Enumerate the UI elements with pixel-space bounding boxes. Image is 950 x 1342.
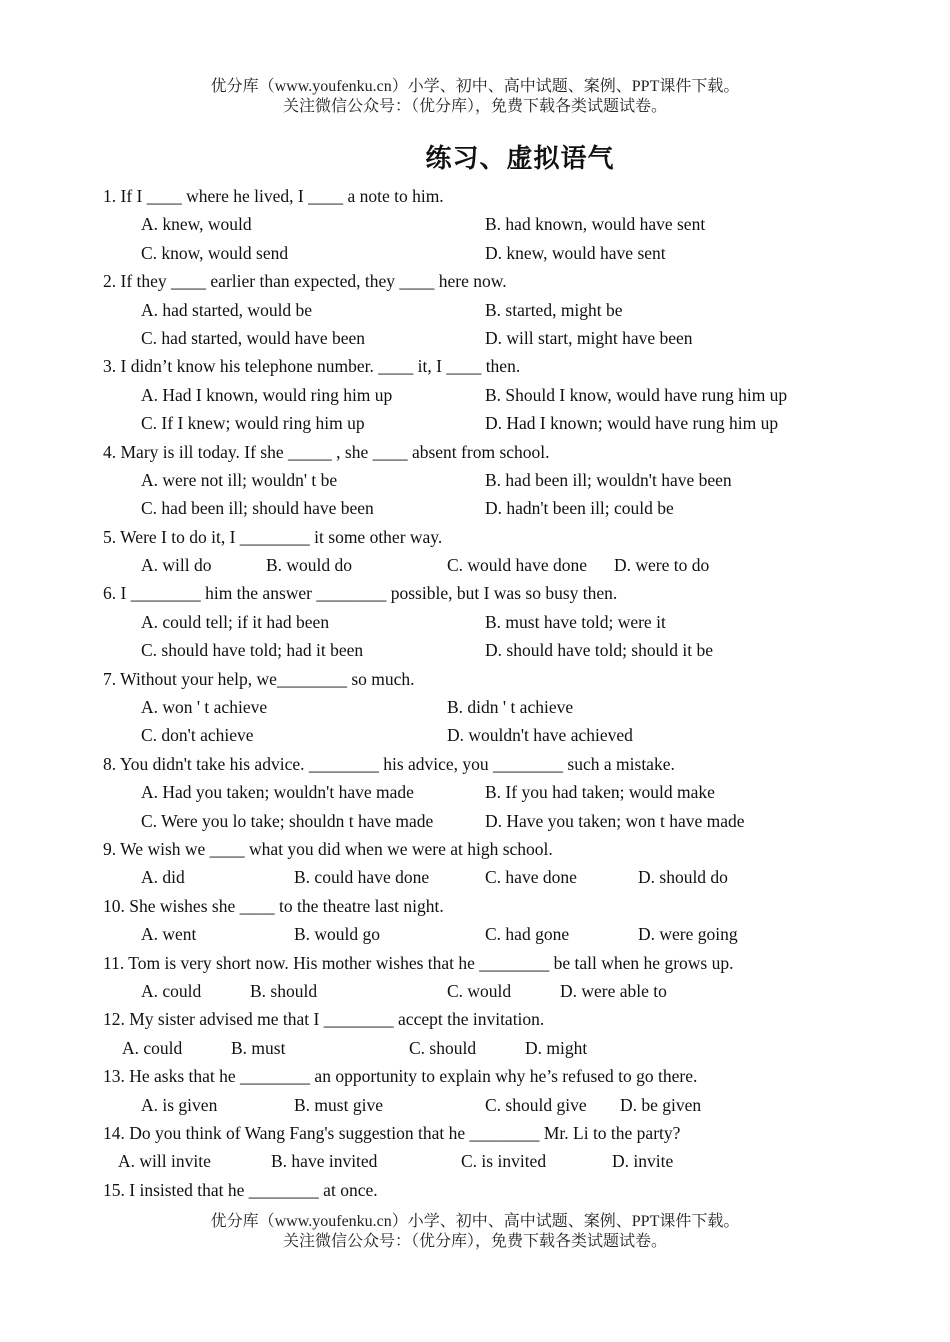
answer-option: B. started, might be <box>485 299 623 320</box>
answer-option: A. were not ill; wouldn' t be <box>141 469 338 490</box>
question-stem: 1. If I ____ where he lived, I ____ a note to him. <box>103 186 444 206</box>
answer-option: A. Had I known, would ring him up <box>141 384 393 405</box>
question-stem: 13. He asks that he ________ an opportunity to explain why he’s refused to go there. <box>103 1066 698 1087</box>
answer-option: B. must give <box>294 1094 383 1115</box>
answer-option: C. had started, would have been <box>141 327 366 348</box>
option-row <box>103 920 863 948</box>
answer-option: D. should do <box>638 867 728 888</box>
answer-option: C. would <box>447 980 512 1001</box>
answer-option: A. did <box>141 867 185 888</box>
answer-option: D. were to do <box>614 555 710 576</box>
answer-option: C. have done <box>485 867 577 888</box>
question-stem: 15. I insisted that he ________ at once. <box>103 1179 378 1200</box>
answer-option: A. won ' t achieve <box>141 697 268 718</box>
answer-option: C. If I knew; would ring him up <box>141 413 365 434</box>
option-row <box>103 863 863 891</box>
answer-option: A. had started, would be <box>141 299 313 320</box>
option-row <box>103 807 863 835</box>
option-row <box>103 1147 863 1175</box>
question-stem: 8. You didn't take his advice. ________ his advice, you ________ such a mistake. <box>103 753 675 774</box>
option-row <box>103 636 863 664</box>
answer-option: B. would do <box>266 555 353 576</box>
answer-option: A. will invite <box>118 1151 211 1172</box>
answer-option: A. will do <box>141 555 212 576</box>
page-title: 练习、虚拟语气 <box>425 144 615 174</box>
answer-option: C. would have done <box>447 555 587 576</box>
answer-option: D. might <box>525 1037 588 1058</box>
answer-option: C. should <box>409 1037 477 1058</box>
footer-line-2: 关注微信公众号：（优分库），免费下载各类试题试卷。 <box>282 1233 667 1250</box>
answer-option: A. Had you taken; wouldn't have made <box>141 782 414 803</box>
option-row <box>103 296 863 324</box>
answer-option: D. knew, would have sent <box>485 242 666 263</box>
answer-option: C. should have told; had it been <box>141 640 364 661</box>
answer-option: A. could <box>122 1037 183 1058</box>
answer-option: C. had gone <box>485 924 570 945</box>
option-row <box>103 466 863 494</box>
question-stem: 14. Do you think of Wang Fang's suggestion that he ________ Mr. Li to the party? <box>103 1122 681 1143</box>
answer-option: D. be given <box>620 1094 702 1115</box>
question-stem: 2. If they ____ earlier than expected, they ____ here now. <box>103 271 507 292</box>
option-row <box>103 494 863 522</box>
question-stem: 9. We wish we ____ what you did when we were at high school. <box>103 838 553 859</box>
option-row <box>103 693 863 721</box>
answer-option: C. don't achieve <box>141 725 254 746</box>
question-list <box>103 182 863 1204</box>
answer-option: B. must <box>231 1037 286 1058</box>
header-line-1: 优分库（www.youfenku.cn）小学、初中、高中试题、案例、PPT课件下载。 <box>210 78 740 95</box>
option-row <box>103 551 863 579</box>
question-stem: 4. Mary is ill today. If she _____ , she ____ absent from school. <box>103 441 550 462</box>
option-row <box>103 977 863 1005</box>
question-stem: 12. My sister advised me that I ________ accept the invitation. <box>103 1009 545 1030</box>
header-line-2: 关注微信公众号：（优分库），免费下载各类试题试卷。 <box>282 98 667 115</box>
option-row <box>103 239 863 267</box>
answer-option: B. had been ill; wouldn't have been <box>485 469 732 490</box>
answer-option: B. have invited <box>271 1151 378 1172</box>
answer-option: C. Were you lo take; shouldn t have made <box>141 810 434 831</box>
option-row <box>103 409 863 437</box>
answer-option: D. will start, might have been <box>485 327 693 348</box>
question-stem: 10. She wishes she ____ to the theatre last night. <box>103 895 444 916</box>
answer-option: D. were going <box>638 924 738 945</box>
answer-option: D. wouldn't have achieved <box>447 725 633 746</box>
answer-option: B. would go <box>294 924 381 945</box>
answer-option: D. should have told; should it be <box>485 640 713 661</box>
option-row <box>103 210 863 238</box>
footer-line-1: 优分库（www.youfenku.cn）小学、初中、高中试题、案例、PPT课件下载。 <box>210 1213 740 1230</box>
question-stem: 6. I ________ him the answer ________ possible, but I was so busy then. <box>103 583 618 604</box>
answer-option: B. should <box>250 980 318 1001</box>
answer-option: D. Had I known; would have rung him up <box>485 413 779 434</box>
page-header <box>0 77 950 117</box>
answer-option: B. If you had taken; would make <box>485 782 715 803</box>
answer-option: A. could <box>141 980 202 1001</box>
answer-option: B. had known, would have sent <box>485 214 706 235</box>
answer-option: D. Have you taken; won t have made <box>485 810 745 831</box>
answer-option: A. could tell; if it had been <box>141 611 330 632</box>
option-row <box>103 381 863 409</box>
answer-option: A. went <box>141 924 197 945</box>
option-row <box>103 1034 863 1062</box>
answer-option: C. is invited <box>461 1151 547 1172</box>
answer-option: C. know, would send <box>141 242 289 263</box>
option-row <box>103 324 863 352</box>
option-row <box>103 608 863 636</box>
answer-option: D. were able to <box>560 980 667 1001</box>
answer-option: B. must have told; were it <box>485 611 666 632</box>
answer-option: D. hadn't been ill; could be <box>485 498 674 519</box>
option-row <box>103 1091 863 1119</box>
answer-option: D. invite <box>612 1151 674 1172</box>
question-stem: 5. Were I to do it, I ________ it some other way. <box>103 526 443 547</box>
answer-option: C. should give <box>485 1094 587 1115</box>
answer-option: B. didn ' t achieve <box>447 697 574 718</box>
answer-option: B. could have done <box>294 867 430 888</box>
page-footer <box>0 1212 950 1252</box>
question-stem: 3. I didn’t know his telephone number. ____ it, I ____ then. <box>103 356 521 377</box>
answer-option: A. knew, would <box>141 214 252 235</box>
option-row <box>103 721 863 749</box>
answer-option: A. is given <box>141 1094 218 1115</box>
question-stem: 7. Without your help, we________ so much. <box>103 668 415 689</box>
option-row <box>103 778 863 806</box>
answer-option: B. Should I know, would have rung him up <box>485 384 788 405</box>
answer-option: C. had been ill; should have been <box>141 498 374 519</box>
question-stem: 11. Tom is very short now. His mother wishes that he ________ be tall when he grows up. <box>103 952 734 973</box>
